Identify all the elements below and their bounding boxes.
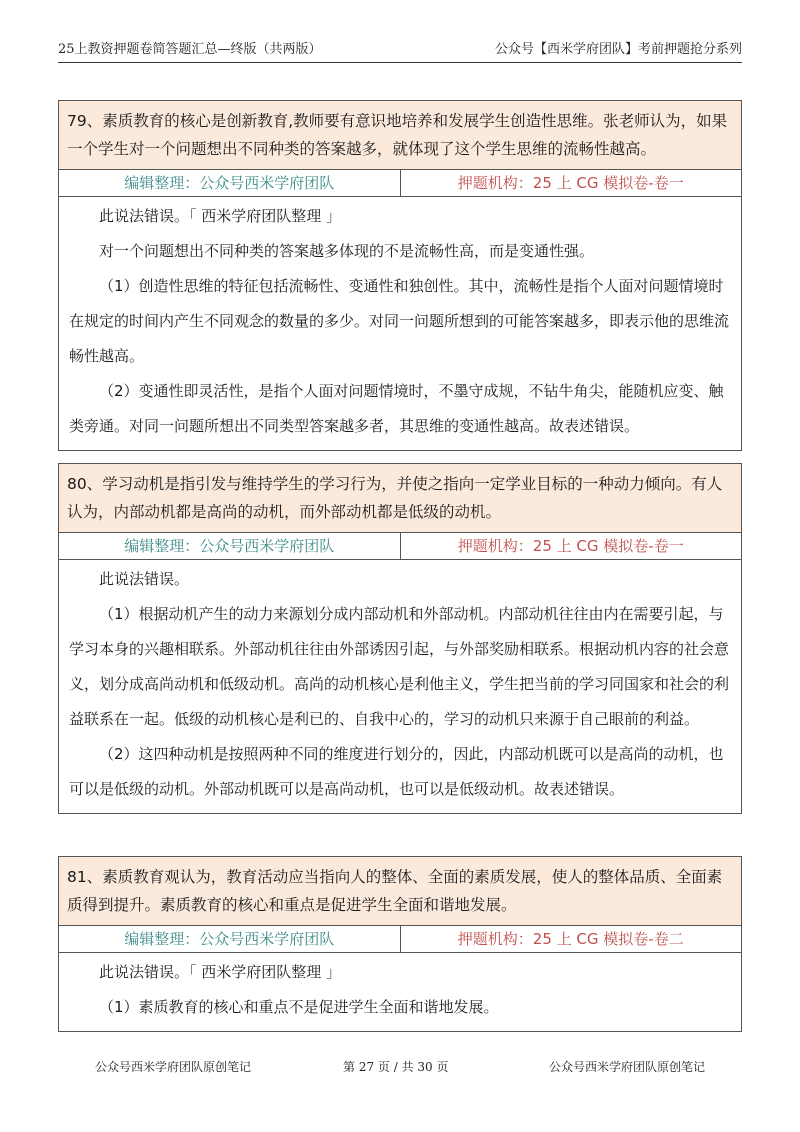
question-title: 81、素质教育观认为，教育活动应当指向人的整体、全面的素质发展，使人的整体品质、全面素质得到提升。素质教育的核心和重点是促进学生全面和谐地发展。 bbox=[59, 857, 741, 926]
page-header bbox=[58, 36, 742, 63]
editor-credit: 编辑整理：公众号西米学府团队 bbox=[59, 926, 401, 952]
answer-paragraph: 对一个问题想出不同种类的答案越多体现的不是流畅性高，而是变通性强。 bbox=[99, 242, 595, 260]
page-number: 第 27 页 / 共 30 页 bbox=[343, 1060, 449, 1074]
answer-paragraph: 此说法错误。「 西米学府团队整理 」 bbox=[99, 963, 342, 981]
footer-left-note: 公众号西米学府团队原创笔记 bbox=[95, 1060, 252, 1074]
question-title: 80、学习动机是指引发与维持学生的学习行为，并使之指向一定学业目标的一种动力倾向。有人认为，内部动机都是高尚的动机，而外部动机都是低级的动机。 bbox=[59, 464, 741, 533]
answer-body bbox=[59, 197, 741, 450]
answer-paragraph: （1）素质教育的核心和重点不是促进学生全面和谐地发展。 bbox=[99, 998, 499, 1016]
source-label: 押题机构：25 上 CG 模拟卷-卷一 bbox=[457, 174, 684, 192]
question-card-80 bbox=[58, 463, 742, 814]
answer-paragraph: （2）这四种动机是按照两种不同的维度进行划分的，因此，内部动机既可以是高尚的动机，也可以是低级的动机。外部动机既可以是高尚动机，也可以是低级动机。故表述错误。 bbox=[69, 745, 724, 798]
answer-body bbox=[59, 953, 741, 1031]
header-title: 25上教资押题卷简答题汇总—终版（共两版） bbox=[58, 42, 322, 57]
header-series: 公众号【西米学府团队】考前押题抢分系列 bbox=[494, 42, 742, 57]
question-title: 79、素质教育的核心是创新教育,教师要有意识地培养和发展学生创造性思维。张老师认为，如果一个学生对一个问题想出不同种类的答案越多，就体现了这个学生思维的流畅性越高。 bbox=[59, 101, 741, 170]
source-label: 押题机构：25 上 CG 模拟卷-卷二 bbox=[457, 930, 684, 948]
answer-paragraph: 此说法错误。「 西米学府团队整理 」 bbox=[99, 207, 342, 225]
page-footer bbox=[0, 1058, 800, 1078]
question-card-81 bbox=[58, 856, 742, 1032]
editor-credit: 编辑整理：公众号西米学府团队 bbox=[59, 170, 401, 196]
source-label: 押题机构：25 上 CG 模拟卷-卷一 bbox=[457, 537, 684, 555]
question-meta-row bbox=[59, 533, 741, 560]
answer-paragraph: 此说法错误。 bbox=[99, 570, 190, 588]
footer-right-note: 公众号西米学府团队原创笔记 bbox=[549, 1060, 706, 1074]
answer-paragraph: （2）变通性即灵活性，是指个人面对问题情境时，不墨守成规，不钻牛角尖，能随机应变、触类旁通。对同一问题所想出不同类型答案越多者，其思维的变通性越高。故表述错误。 bbox=[69, 382, 724, 435]
answer-paragraph: （1）创造性思维的特征包括流畅性、变通性和独创性。其中，流畅性是指个人面对问题情境时在规定的时间内产生不同观念的数量的多少。对同一问题所想到的可能答案越多，即表示他的思维流畅性越高。 bbox=[69, 277, 730, 365]
answer-body bbox=[59, 560, 741, 813]
editor-credit: 编辑整理：公众号西米学府团队 bbox=[59, 533, 401, 559]
answer-paragraph: （1）根据动机产生的动力来源划分成内部动机和外部动机。内部动机往往由内在需要引起，与学习本身的兴趣相联系。外部动机往往由外部诱因引起，与外部奖励相联系。根据动机内容的社会意义，划分成高尚动机和低级动机。高尚的动机核心是利他主义，学生把当前的学习同国家和社会的利益联系在一起。低级的动机核心是利已的、自我中心的，学习的动机只来源于自己眼前的利益。 bbox=[69, 605, 730, 728]
question-meta-row bbox=[59, 170, 741, 197]
question-card-79 bbox=[58, 100, 742, 451]
question-meta-row bbox=[59, 926, 741, 953]
